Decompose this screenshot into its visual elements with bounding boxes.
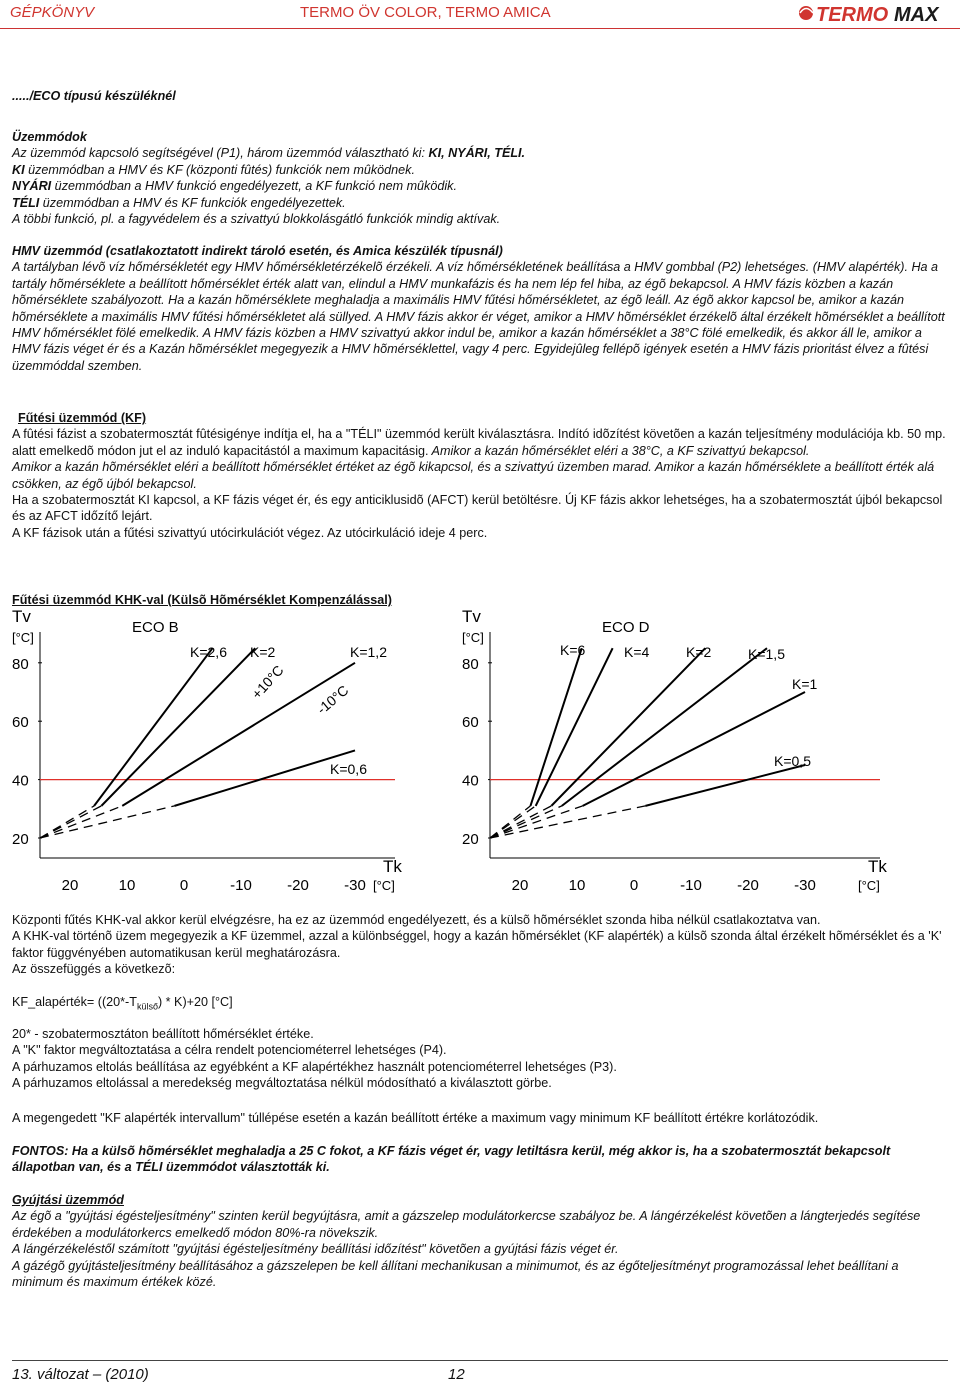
series-label: K=0,5	[774, 753, 811, 769]
uzemmodok-line1-a: Az üzemmód kapcsoló segítségével (P1), három üzemmód választható ki:	[12, 146, 429, 161]
header-rule	[0, 28, 960, 29]
khk-p1: Központi fűtés KHK-val akkor kerül elvégzésre, ha ez az üzemmód engedélyezett, és a külsõ hõmérséklet szonda hiba nélkül csatlakoztatva van.	[12, 913, 821, 927]
hmv-title: HMV üzemmód (csatlakoztatott indirekt tároló esetén, és Amica készülék típusnál)	[12, 244, 503, 258]
series-label: K=1,2	[350, 644, 387, 660]
y-tick-label: 20	[12, 831, 29, 848]
gyujtasi-p2: A lángérzékeléstől számított "gyújtási égésteljesítmény beállítási időzítést" követõen a gyújtási fázis véget ér.	[12, 1242, 619, 1257]
futesi-section	[12, 410, 952, 541]
curve-dashed-K=2,6	[40, 806, 94, 838]
y-axis-unit: [°C]	[12, 630, 34, 645]
uzemmodok-line1	[12, 145, 952, 161]
curve-K=1,2	[122, 663, 355, 806]
futesi-p3: Ha a szobatermosztát KI kapcsol, a KF fázis véget ér, és egy anticiklusidõ (AFCT) kerül betöltésre. Új KF fázis akkor lehetséges, ha a szobatermosztát újból bekapcsol és az AFCT időzítő lejárt.	[12, 493, 943, 524]
header-center: TERMO ÖV COLOR, TERMO AMICA	[300, 4, 551, 21]
x-axis-unit: [°C]	[373, 878, 395, 893]
y-tick-label: 20	[462, 831, 479, 848]
curve-dashed-K=2	[490, 806, 551, 838]
x-tick-label: -20	[287, 877, 309, 894]
svg-text:TERMO: TERMO	[816, 4, 889, 24]
header-left: GÉPKÖNYV	[10, 4, 95, 21]
series-label: K=4	[624, 644, 650, 660]
futesi-p1-text: A fûtési fázist a szobatermosztát fûtésigénye indítja el, ha a "TÉLI" üzemmód került kiválasztásra. Indító idõzítést követõen a kazán teljesítmény modulációja kb. 50 mp. alatt emelkedõ módon jut el az induló kapacitástól a maximum kapacitásig.	[12, 427, 946, 458]
khk-note3: A párhuzamos eltolás beállítása az egyébként a KF alapértékhez használt potenciométerrel lehetséges (P3).	[12, 1059, 617, 1074]
x-tick-label: 0	[179, 877, 189, 894]
termomax-logo	[798, 2, 954, 24]
gyujtasi-title: Gyújtási üzemmód	[12, 1193, 124, 1207]
y-tick-label: 40	[12, 772, 29, 790]
series-label: K=0,6	[330, 761, 367, 777]
x-tick-label: -10	[230, 877, 252, 894]
footer-rule	[12, 1360, 948, 1361]
khk-notes	[12, 1026, 952, 1092]
series-label: K=1,5	[748, 646, 785, 662]
curve-K=2,6	[94, 648, 212, 806]
series-label: K=2	[250, 644, 276, 660]
hmv-section	[12, 243, 952, 374]
y-tick-label: 40	[462, 772, 479, 790]
series-label: K=6	[560, 642, 586, 658]
series-label: K=2	[686, 644, 712, 660]
curve-dashed-K=2	[40, 806, 101, 838]
curve-dashed-K=0,6	[40, 806, 175, 838]
x-tick-label: -30	[794, 877, 816, 894]
x-tick-label: 0	[629, 877, 639, 894]
uzemmodok-section	[12, 129, 952, 227]
x-axis-label: Tk	[868, 857, 887, 876]
uzemmodok-line3-b: üzemmódban a HMV funkció engedélyezett, a KF funkció nem mûködik.	[51, 179, 457, 194]
uzemmodok-line5: A többi funkció, pl. a fagyvédelem és a szivattyú blokkolásgátló funkciók mindig aktívak.	[12, 212, 501, 227]
x-tick-label: -30	[344, 877, 366, 894]
curve-dashed-K=1,2	[40, 806, 122, 838]
khk-section	[12, 912, 952, 978]
gyujtasi-p1: Az égõ a "gyújtási égésteljesítmény" szinten kerül begyújtásra, amit a gázszelep modulátorkercse szabályoz be. A lángérzékelést követõen a lángterjedés segítése érdekében a modulátorkercs emelkedő módon 80%-ra növekszik.	[12, 1209, 921, 1240]
x-tick-label: -10	[680, 877, 702, 894]
footer-version: 13. változat – (2010)	[12, 1366, 149, 1383]
x-axis-label: Tk	[383, 857, 402, 876]
y-axis-label: Tv	[12, 607, 31, 626]
uzemmodok-line4-b: üzemmódban a HMV és KF funkciók engedélyezettek.	[39, 195, 346, 210]
futesi-p2: Amikor a kazán hõmérséklet eléri a beállított hőmérséklet értéket az égõ kikapcsol, és a szivattyú üzemben marad. Amikor a kazán hőmérséklete a beállított érték alá csökken, az égõ újból bekapcsol.	[12, 460, 935, 491]
curve-K=2	[101, 648, 255, 806]
khk-charts	[0, 580, 960, 900]
uzemmodok-line2-b: üzemmódban a HMV és KF (központi fûtés) funkciók nem mûködnek.	[24, 162, 415, 177]
khk-note2: A "K" faktor megváltoztatása a célra rendelt potenciométerrel lehetséges (P4).	[12, 1043, 447, 1058]
fontos-warning: FONTOS: Ha a külsõ hõmérséklet meghaladja a 25 C fokot, a KF fázis véget ér, vagy letiltásra kerül, még akkor is, ha a szobatermosztát bekapcsolt állapotban van, és a TÉLI üzemmódot választották ki.	[12, 1144, 891, 1175]
futesi-title: Fűtési üzemmód (KF)	[18, 411, 147, 425]
futesi-p1-italic: Amikor a kazán hőmérséklet eléri a 38°C, a KF szivattyú bekapcsol.	[428, 443, 810, 458]
page-number: 12	[448, 1366, 465, 1383]
futesi-p4: A KF fázisok után a fűtési szivattyú utócirkulációt végez. Az utócirkuláció ideje 4 perc.	[12, 525, 488, 540]
uzemmodok-line3	[12, 178, 952, 194]
section-eco-heading: ...../ECO típusú készüléknél	[12, 89, 176, 103]
gyujtasi-p3: A gázégõ gyújtásteljesítmény beállításához a gázszelepen be kell állítani mechanikusan a minimumot, és az égőteljesítményt programozással lehet beállítani a minimum és maximum értékek közé.	[12, 1258, 899, 1290]
uzemmodok-line4	[12, 195, 952, 211]
chart-title: ECO D	[602, 619, 650, 636]
gyujtasi-section	[12, 1192, 952, 1290]
uzemmodok-line1-b: KI, NYÁRI, TÉLI.	[428, 146, 526, 161]
uzemmodok-line3-a: NYÁRI	[12, 179, 52, 194]
svg-text:MAX: MAX	[894, 4, 939, 24]
x-axis-unit: [°C]	[858, 878, 880, 893]
chart-title: ECO B	[132, 619, 179, 636]
annotation-minus10: -10°C	[313, 681, 352, 718]
uzemmodok-line2	[12, 162, 952, 178]
khk-p3: Az összefüggés a következõ:	[12, 962, 176, 977]
hmv-text: A tartályban lévõ víz hőmérsékletét egy HMV hőmérsékletérzékelõ érzékeli. A víz hőmérsékletének beállítása a HMV gombbal (P2) lehetséges. (HMV alapérték). Ha a tartály hõmérséklete a beállított hőmérséklet érték alatt van, elindul a HMV munkafázis és ha nem lép fel hiba, az égõ bekapcsol. A HMV fázis közben a kazán hõmérséklete szabályozott. Ha a kazán hõmérséklete meghaladja a maximális HMV fűtési hőmérsékletet, az égõ leáll. Az égõ akkor kapcsol be, amikor a kazán hõmérséklete a maximális HMV fűtési hőmérsékletet alá süllyed. A HMV fázis akkor ér véget, amikor a HMV hõmérséklet érzékelõ által érzékelt hõmérséklet a beállított HMV hőmérséklet fölé emelkedik. A HMV fázis közben a HMV szivattyú akkor indul be, amikor a kazán hőmérséklet a 38°C fölé emelkedik, és akkor áll le, amikor a HMV fázis véget ér és a Kazán hõmérséklet megegyezik a HMV hõmérséklettel, vagy 4 perc. Egyidejûleg fellépõ igények esetén a HMV fázis prioritást élvez a fûtési üzemmóddal szemben.	[12, 260, 945, 373]
x-tick-label: -20	[737, 877, 759, 894]
y-tick-label: 80	[12, 655, 29, 673]
y-tick-label: 60	[462, 714, 479, 732]
page-header	[0, 0, 960, 34]
khk-title: Fűtési üzemmód KHK-val (Külsõ Hõmérséklet Kompenzálással)	[12, 593, 393, 607]
uzemmodok-line4-a: TÉLI	[12, 195, 40, 210]
series-label: K=1	[792, 676, 818, 692]
x-tick-label: 10	[568, 877, 586, 894]
khk-note5: A megengedett "KF alapérték intervallum" túllépése esetén a kazán beállított értéke a maximum vagy minimum KF beállított értékre korlátozódik.	[12, 1111, 819, 1125]
formula-part-a: KF_alapérték= ((20*-T	[12, 995, 137, 1009]
khk-note1: 20* - szobatermosztáton beállított hőmérséklet értéke.	[12, 1027, 314, 1041]
futesi-p1	[12, 426, 952, 459]
y-axis-unit: [°C]	[462, 630, 484, 645]
curve-K=0,6	[175, 750, 356, 805]
curve-K=1	[583, 692, 805, 806]
x-tick-label: 10	[118, 877, 136, 894]
y-tick-label: 80	[462, 655, 479, 673]
khk-p2: A KHK-val történõ üzem megegyezik a KF üzemmel, azzal a különbséggel, hogy a kazán hõmérséklet (KF alapérték) a külsõ szonda által érzékelt hõmérséklet és a 'K' faktor függvényében automatikusan kerül meghatározásra.	[12, 929, 942, 960]
y-tick-label: 60	[12, 714, 29, 732]
annotation-plus10: +10°C	[248, 661, 287, 703]
khk-note4: A párhuzamos eltolással a meredekség megváltoztatása nélkül módosítható a kiválasztott görbe.	[12, 1076, 552, 1091]
x-tick-label: 20	[61, 877, 79, 894]
curve-K=0,5	[645, 765, 805, 806]
curve-dashed-K=1,5	[490, 806, 562, 838]
formula-sub: külső	[136, 1001, 158, 1012]
formula-part-b: ) * K)+20 [°C]	[157, 995, 233, 1009]
uzemmodok-line2-a: KI	[12, 162, 25, 177]
series-label: K=2,6	[190, 644, 227, 660]
y-axis-label: Tv	[462, 607, 481, 626]
uzemmodok-title: Üzemmódok	[12, 130, 87, 144]
x-tick-label: 20	[511, 877, 529, 894]
khk-formula	[12, 994, 952, 1015]
